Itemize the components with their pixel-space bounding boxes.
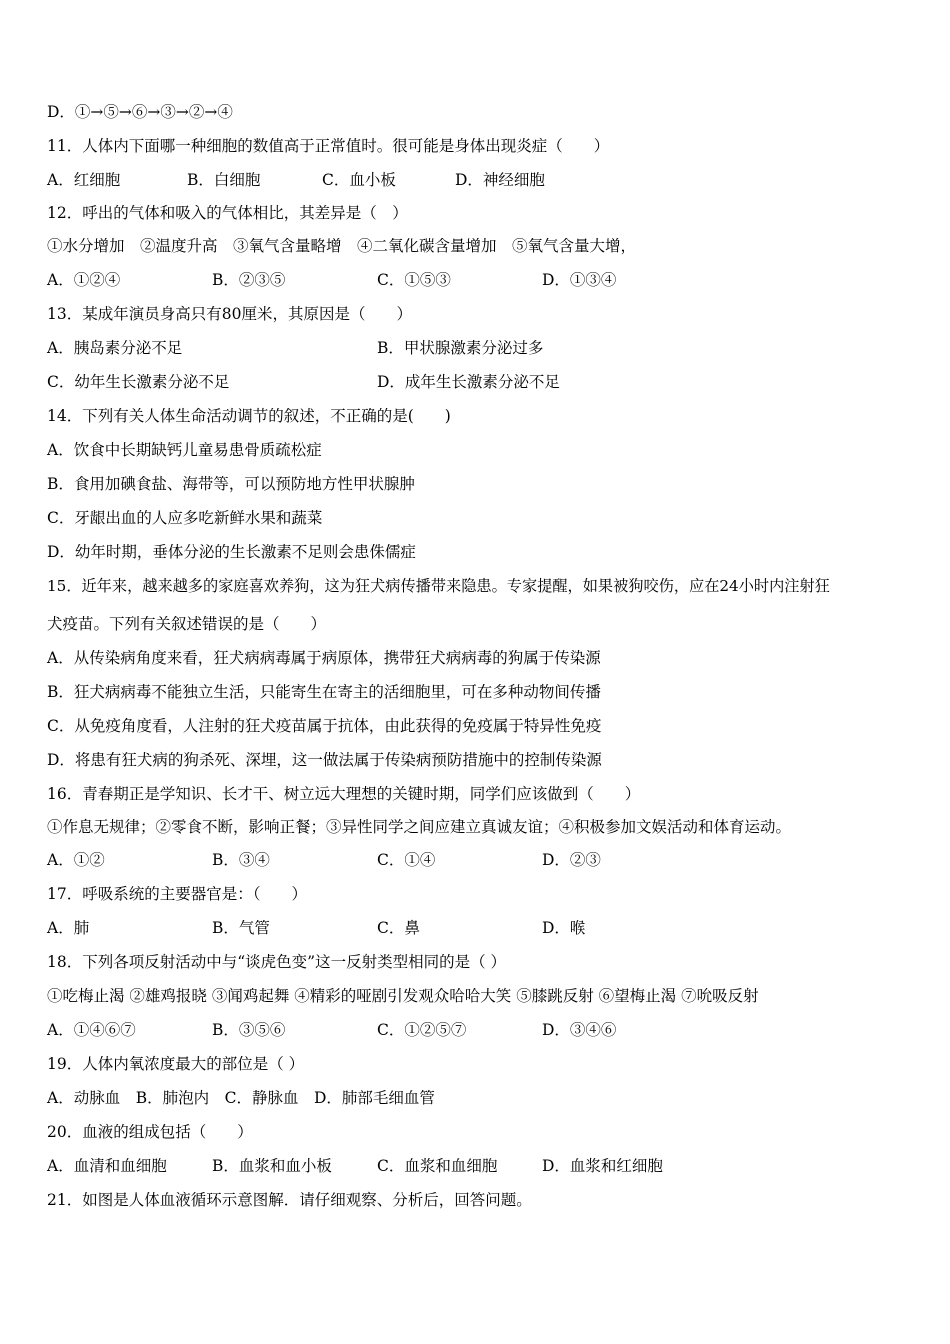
q17-option-d: D．喉 <box>542 919 586 937</box>
q17-option-c: C．鼻 <box>377 919 420 937</box>
q11-option-d: D．神经细胞 <box>455 171 545 189</box>
q11-option-b: B．白细胞 <box>187 171 261 189</box>
q20-option-c: C．血浆和血细胞 <box>377 1157 498 1175</box>
q15-stem-line-2: 犬疫苗。下列有关叙述错误的是（ ） <box>47 615 327 633</box>
q15-option-c: C．从免疫角度看，人注射的狂犬疫苗属于抗体，由此获得的免疫属于特异性免疫 <box>47 717 602 735</box>
q17-stem: 17．呼吸系统的主要器官是：（ ） <box>47 885 307 903</box>
q19-options: A．动脉血 B．肺泡内 C．静脉血 D．肺部毛细血管 <box>47 1089 435 1107</box>
q18-option-a: A．①④⑥⑦ <box>47 1021 136 1039</box>
q12-option-d: D．①③④ <box>542 271 617 289</box>
q13-option-a: A．胰岛素分泌不足 <box>47 339 183 357</box>
q14-option-c: C．牙龈出血的人应多吃新鲜水果和蔬菜 <box>47 509 323 527</box>
q18-stem: 18．下列各项反射活动中与“谈虎色变”这一反射类型相同的是（ ） <box>47 953 507 971</box>
q16-option-d: D．②③ <box>542 851 601 869</box>
q20-stem: 20．血液的组成包括（ ） <box>47 1123 253 1141</box>
q14-option-a: A．饮食中长期缺钙儿童易患骨质疏松症 <box>47 441 322 459</box>
q12-items: ①水分增加 ②温度升高 ③氧气含量略增 ④二氧化碳含量增加 ⑤氧气含量大增， <box>47 237 637 255</box>
q15-option-a: A．从传染病角度来看，狂犬病病毒属于病原体，携带狂犬病病毒的狗属于传染源 <box>47 649 601 667</box>
q12-stem: 12．呼出的气体和吸入的气体相比，其差异是（ ） <box>47 204 408 222</box>
q13-option-b: B．甲状腺激素分泌过多 <box>377 339 544 357</box>
q16-items: ①作息无规律；②零食不断，影响正餐；③异性同学之间应建立真诚友谊；④积极参加文娱活动和体育运动。 <box>47 818 792 836</box>
q15-stem-line-1: 15．近年来，越来越多的家庭喜欢养狗，这为狂犬病传播带来隐患。专家提醒，如果被狗咬伤，应在24小时内注射狂 <box>47 577 830 595</box>
q13-stem: 13．某成年演员身高只有80厘米，其原因是（ ） <box>47 305 412 323</box>
q19-stem: 19．人体内氧浓度最大的部位是（ ） <box>47 1055 305 1073</box>
q16-option-b: B．③④ <box>212 851 270 869</box>
q13-option-d: D．成年生长激素分泌不足 <box>377 373 560 391</box>
q10-option-d: D．①→⑤→⑥→③→②→④ <box>47 103 233 121</box>
q20-option-b: B．血浆和血小板 <box>212 1157 332 1175</box>
q18-option-d: D．③④⑥ <box>542 1021 617 1039</box>
q17-option-a: A．肺 <box>47 919 90 937</box>
q14-stem: 14．下列有关人体生命活动调节的叙述，不正确的是( ) <box>47 407 451 425</box>
q20-option-d: D．血浆和红细胞 <box>542 1157 663 1175</box>
q21-stem: 21．如图是人体血液循环示意图解．请仔细观察、分析后，回答问题。 <box>47 1191 532 1209</box>
q14-option-d: D．幼年时期，垂体分泌的生长激素不足则会患侏儒症 <box>47 543 416 561</box>
q13-option-c: C．幼年生长激素分泌不足 <box>47 373 230 391</box>
q14-option-b: B．食用加碘食盐、海带等，可以预防地方性甲状腺肿 <box>47 475 415 493</box>
q12-option-a: A．①②④ <box>47 271 121 289</box>
q17-option-b: B．气管 <box>212 919 270 937</box>
q11-stem: 11．人体内下面哪一种细胞的数值高于正常值时。很可能是身体出现炎症（ ） <box>47 137 610 155</box>
q16-stem: 16．青春期正是学知识、长才干、树立远大理想的关键时期，同学们应该做到（ ） <box>47 785 641 803</box>
q18-option-c: C．①②⑤⑦ <box>377 1021 467 1039</box>
q18-items: ①吃梅止渴 ②雄鸡报晓 ③闻鸡起舞 ④精彩的哑剧引发观众哈哈大笑 ⑤膝跳反射 ⑥望梅止渴 ⑦吮吸反射 <box>47 987 759 1005</box>
q15-option-b: B．狂犬病病毒不能独立生活，只能寄生在寄主的活细胞里，可在多种动物间传播 <box>47 683 601 701</box>
q20-option-a: A．血清和血细胞 <box>47 1157 167 1175</box>
q15-option-d: D．将患有狂犬病的狗杀死、深埋，这一做法属于传染病预防措施中的控制传染源 <box>47 751 602 769</box>
q18-option-b: B．③⑤⑥ <box>212 1021 286 1039</box>
q12-option-c: C．①⑤③ <box>377 271 451 289</box>
q11-option-a: A．红细胞 <box>47 171 121 189</box>
q12-option-b: B．②③⑤ <box>212 271 286 289</box>
q16-option-c: C．①④ <box>377 851 436 869</box>
q16-option-a: A．①② <box>47 851 105 869</box>
q11-option-c: C．血小板 <box>322 171 396 189</box>
